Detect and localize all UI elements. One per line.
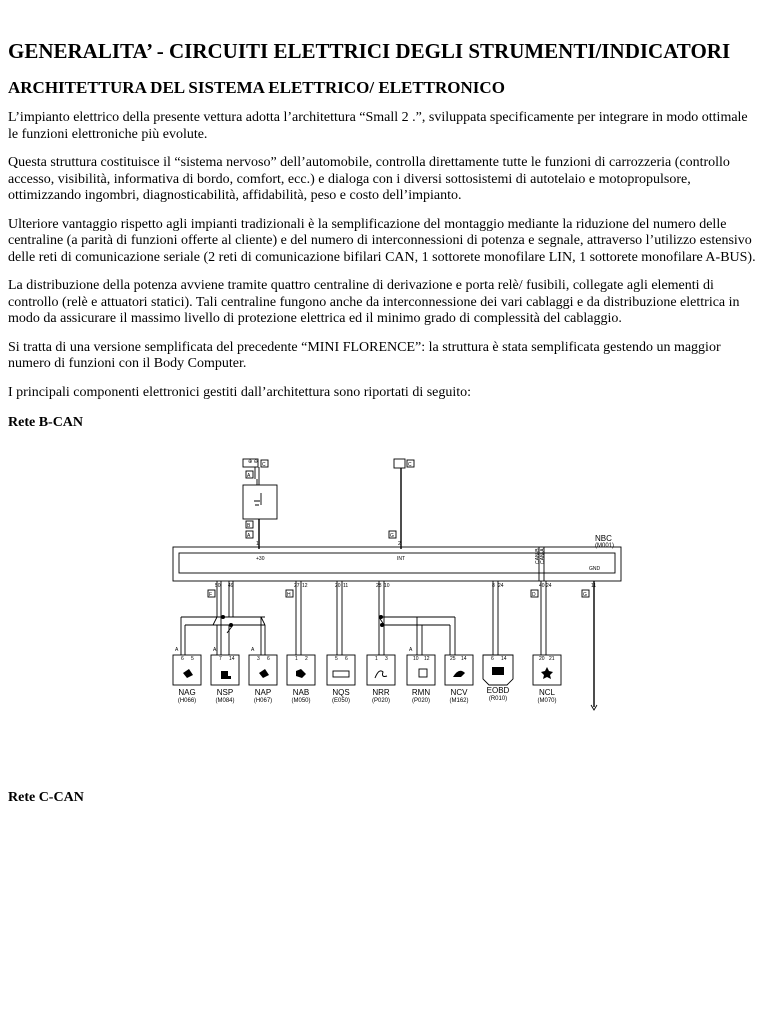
nbc-pin-28: 28 — [376, 583, 382, 589]
tag-int-text: C — [408, 462, 412, 468]
nab-pin-a: 1 — [295, 656, 298, 662]
nag-pin-b: 5 — [191, 656, 194, 662]
ecu-name-nrr: NRR — [372, 688, 390, 697]
ecu-name-rmn: RMN — [411, 688, 431, 697]
ncl-icon — [541, 667, 553, 679]
ecu-code-nsp: (M084) — [215, 698, 235, 704]
ecu-name-nqs: NQS — [332, 688, 350, 697]
tag-b-text: B — [247, 523, 251, 529]
ecu-code-nap: (H067) — [253, 698, 273, 704]
nbc-pin-8: 8 — [492, 583, 495, 589]
rmn-icon — [419, 669, 427, 677]
nsp-pin-b: 14 — [229, 656, 235, 662]
ncv-icon — [453, 671, 465, 677]
nbc-pin-27: 27 — [294, 583, 300, 589]
switch-pin-1: 1 — [256, 541, 259, 547]
ecu-box-rmn — [407, 655, 435, 685]
tag-f-text: F — [209, 592, 213, 598]
ecu-code-nag: (H066) — [177, 698, 197, 704]
section-label-ccan: Rete C-CAN — [8, 790, 84, 805]
ecu-name-ncl: NCL — [538, 688, 556, 697]
nap-pin-b: 6 — [267, 656, 270, 662]
nap-pin-a: 3 — [257, 656, 260, 662]
nsp-pin-a: 7 — [219, 656, 222, 662]
nab-icon — [296, 669, 306, 678]
ecu-code-nab: (M050) — [291, 698, 311, 704]
tag-a-nap: A — [251, 647, 255, 653]
nbc-pin-40: 40 — [539, 583, 545, 589]
terminal-30-text: +30 — [256, 556, 265, 562]
paragraph-3: Ulteriore vantaggio rispetto agli impianti tradizionali è la semplificazione del montaggio mediante la riduzione del numero delle centraline (a parità di funzioni offerte al cliente) e del numero di interconnessioni di potenza e segnale, attraverso l’utilizzo estensivo delle reti di comunicazione seriale (2 reti di comunicazione bifilari CAN, 1 sottorete monofilare LIN, 1 sottorete monofilare A-BUS). — [8, 216, 756, 265]
nqs-pin-b: 6 — [345, 656, 348, 662]
ecu-name-ncv: NCV — [450, 688, 468, 697]
tag-g-top-text: G — [390, 533, 394, 539]
tag-a-nsp: A — [213, 647, 217, 653]
nbc-pin-11b: 11 — [591, 583, 597, 589]
ncv-pin-a: 25 — [450, 656, 456, 662]
ecu-code-ncv: (M162) — [449, 698, 469, 704]
nrr-pin-b: 3 — [385, 656, 388, 662]
eobd-pin-b: 14 — [501, 656, 507, 662]
nbc-pin-10: 10 — [384, 583, 390, 589]
nbc-pin-24: 24 — [498, 583, 504, 589]
ncl-pin-a: 20 — [539, 656, 545, 662]
nbc-pin-11: 11 — [343, 583, 349, 589]
tag-a-top-text: A — [247, 473, 251, 479]
int-supply-icon — [394, 459, 405, 468]
nag-pin-a: 6 — [181, 656, 184, 662]
document-subtitle: ARCHITETTURA DEL SISTEMA ELETTRICO/ ELETTRONICO — [8, 78, 505, 97]
terminal-int-text: INT — [397, 556, 406, 562]
nbc-pin-49: 49 — [228, 583, 234, 589]
cana-text: CAN-A — [540, 548, 546, 564]
nbc-code: (M001) — [595, 543, 615, 549]
bcan-diagram-area — [8, 457, 760, 757]
tag-a-rmn: A — [409, 647, 413, 653]
tag-d-text: D — [532, 592, 536, 598]
paragraph-2: Questa struttura costituisce il “sistema nervoso” dell’automobile, controlla direttamente tutte le funzioni di carrozzeria (controllo accesso, visibilità, informativa di bordo, comfort, ecc.) e dialoga con i diversi sottosistemi di autotelaio e motopropulsore, ottimizzando ingombri, diagnosticabilità, affidabilità, peso e costo dell’impianto. — [8, 155, 730, 203]
rmn-pin-a: 10 — [413, 656, 419, 662]
nab-pin-b: 2 — [305, 656, 308, 662]
switch-symbol-icon — [254, 501, 260, 505]
tag-a-mid-text: A — [247, 533, 251, 539]
ncl-pin-b: 21 — [549, 656, 555, 662]
ecu-box-nap — [249, 655, 277, 685]
ecu-code-ncl: (M070) — [537, 698, 557, 704]
ecu-name-nab: NAB — [292, 688, 310, 697]
section-label-bcan: Rete B-CAN — [8, 415, 84, 430]
nbc-pin-20: 20 — [335, 583, 341, 589]
nap-icon — [259, 669, 269, 678]
paragraph-4: La distribuzione della potenza avviene tramite quattro centraline di derivazione e porta relè/ fusibili, collegate agli elementi di controllo (relè e attuatori statici). Tali centraline fungono anche da interconnessione dei vari cablaggi e da distribuzione elettrica in modo da assicurare il massimo livello di protezione elettrica ed il minimo grado di complessità del cablaggio. — [8, 278, 740, 326]
nrr-pin-a: 1 — [375, 656, 378, 662]
nbc-body-computer-box — [173, 547, 621, 581]
ecu-box-nsp — [211, 655, 239, 685]
nbc-name: NBC — [595, 534, 612, 543]
ecu-box-nqs — [327, 655, 355, 685]
ncv-pin-b: 14 — [461, 656, 467, 662]
nqs-display-icon — [333, 671, 349, 677]
tag-c-text: C — [262, 462, 266, 468]
nbc-pin-24b: 24 — [546, 583, 552, 589]
ecu-box-nrr — [367, 655, 395, 685]
nbc-pin-12: 12 — [302, 583, 308, 589]
nqs-pin-a: 5 — [335, 656, 338, 662]
paragraph-6: I principali componenti elettronici gestiti dall’architettura sono riportati di seguito: — [8, 384, 472, 400]
terminal-gnd-text: GND — [589, 566, 601, 572]
tag-battery-text: ⊕ ⊖ — [248, 459, 258, 465]
tag-a-nag: A — [175, 647, 179, 653]
ecu-name-nag: NAG — [178, 688, 196, 697]
nsp-icon — [221, 671, 231, 679]
tag-h-text: H — [287, 592, 291, 598]
canb-text: CAN-B — [535, 548, 541, 564]
document-title: GENERALITA’ - CIRCUITI ELETTRICI DEGLI STRUMENTI/INDICATORI — [8, 39, 731, 63]
paragraph-5: Si tratta di una versione semplificata del precedente “MINI FLORENCE”: la struttura è stata semplificata gestendo un maggior numero di funzioni con il Body Computer. — [8, 339, 721, 371]
nbc-pin-50: 50 — [215, 583, 221, 589]
nag-icon — [183, 669, 193, 678]
document-page — [8, 40, 760, 806]
int-pin-2: 2 — [398, 541, 401, 547]
nrr-icon — [375, 671, 387, 678]
ecu-name-nap: NAP — [254, 688, 272, 697]
ecu-code-nqs: (E050) — [331, 698, 351, 704]
eobd-pin-a: 6 — [491, 656, 494, 662]
ecu-code-rmn: (P020) — [411, 698, 431, 704]
paragraph-1: L’impianto elettrico della presente vettura adotta l’architettura “Small 2 .”, sviluppata specificamente per integrare in modo ottimale le funzioni elettroniche più evolute. — [8, 110, 748, 142]
eobd-icon — [492, 667, 504, 675]
rmn-pin-b: 12 — [424, 656, 430, 662]
ecu-name-nsp: NSP — [216, 688, 234, 697]
ecu-code-nrr: (P020) — [371, 698, 391, 704]
ecu-code-eobd: (R010) — [488, 696, 508, 702]
ecu-name-eobd: EOBD — [486, 686, 510, 695]
bcan-wiring-diagram — [161, 457, 631, 719]
ignition-switch-box — [243, 485, 277, 519]
ecu-box-nag — [173, 655, 201, 685]
tag-g-bottom-text: G — [583, 592, 587, 598]
